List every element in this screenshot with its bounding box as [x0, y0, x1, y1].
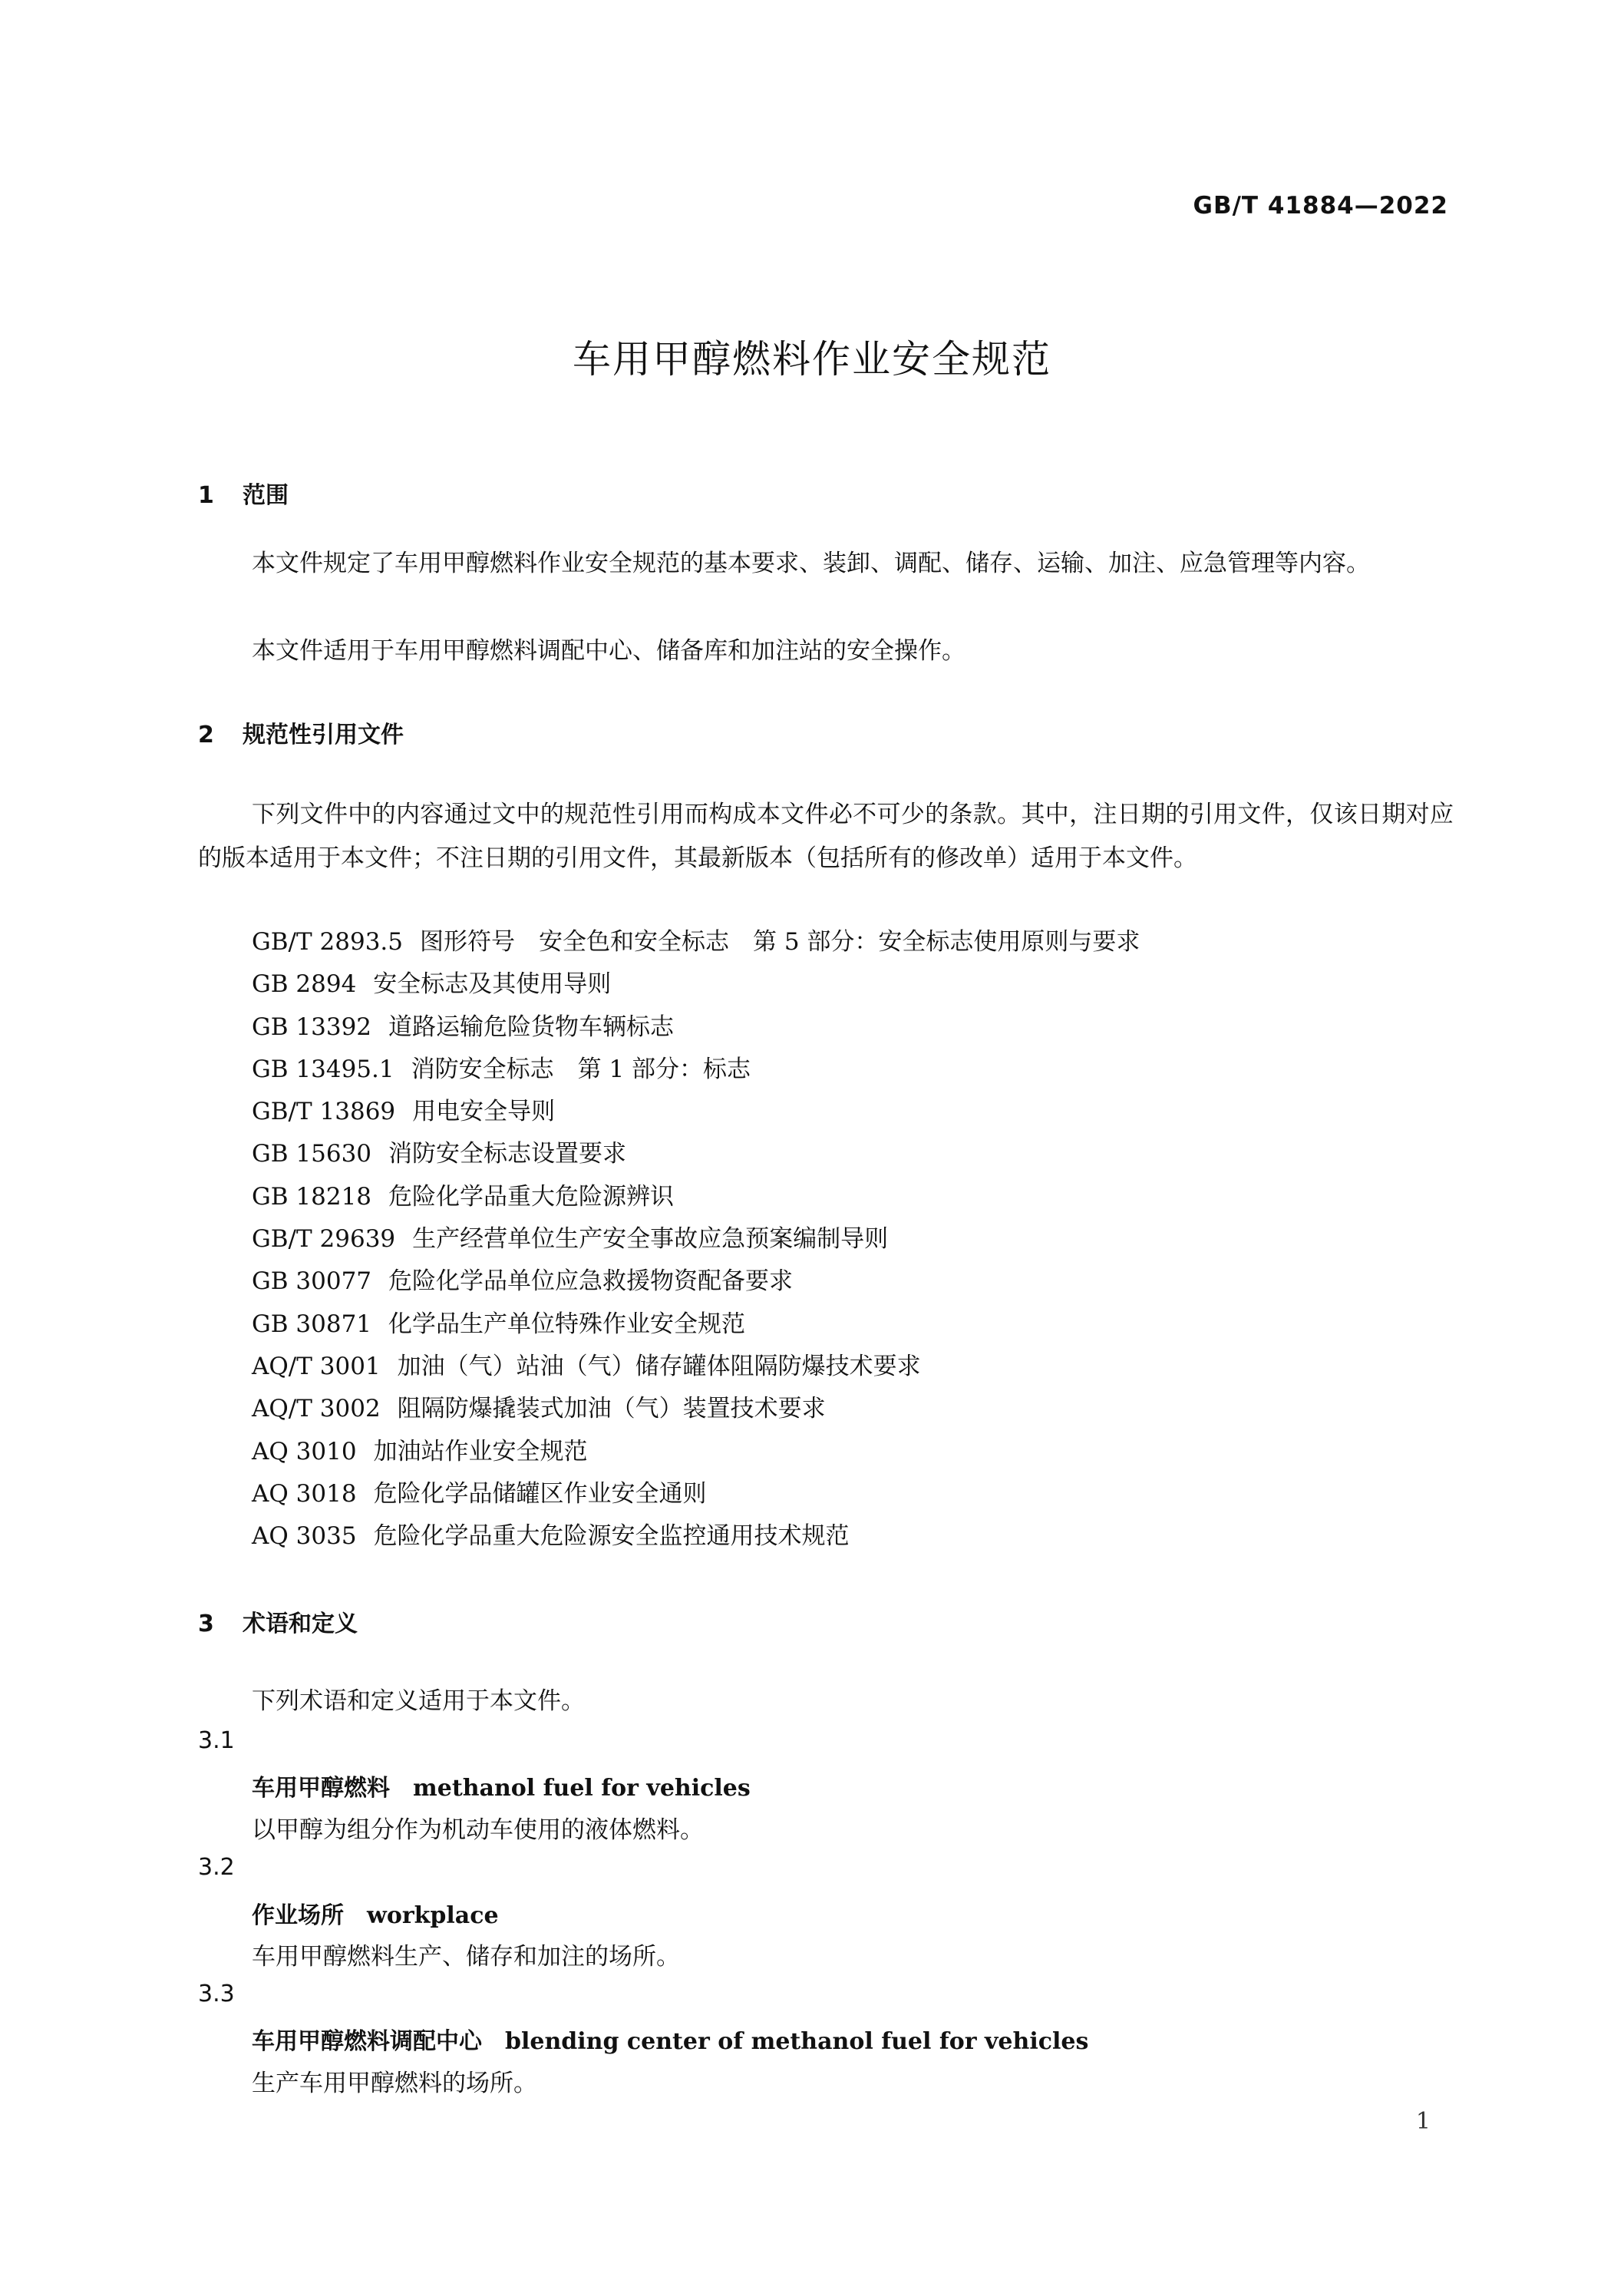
section-number: 1: [198, 482, 214, 509]
reference-item: [252, 1049, 1140, 1091]
scope-paragraph-2: 本文件适用于车用甲醇燃料调配中心、储备库和加注站的安全操作。: [252, 637, 965, 665]
term-heading: [252, 2022, 1088, 2056]
section-heading-scope: [198, 476, 289, 510]
term-definition: 生产车用甲醇燃料的场所。: [252, 2070, 537, 2097]
reference-item: [252, 1260, 1140, 1303]
reference-code: AQ 3018: [252, 1479, 357, 1508]
reference-title: 消防安全标志 第 1 部分：标志: [411, 1055, 751, 1083]
section-number: 3: [198, 1611, 214, 1637]
section-title: 规范性引用文件: [243, 722, 404, 748]
clause-number: 3.1: [198, 1727, 235, 1754]
reference-code: AQ 3035: [252, 1522, 357, 1551]
reference-code: AQ 3010: [252, 1437, 357, 1465]
clause-number: 3.2: [198, 1854, 235, 1881]
reference-code: GB 18218: [252, 1182, 372, 1211]
reference-code: GB 30871: [252, 1310, 372, 1338]
reference-item: [252, 1218, 1140, 1260]
reference-item: [252, 1133, 1140, 1175]
reference-code: GB/T 13869: [252, 1098, 396, 1126]
reference-title: 危险化学品单位应急救援物资配备要求: [388, 1267, 794, 1296]
reference-item: [252, 1091, 1140, 1133]
reference-code: GB 13392: [252, 1013, 372, 1041]
normative-references-intro: 下列文件中的内容通过文中的规范性引用而构成本文件必不可少的条款。其中，注日期的引用文件，仅该日期对应的版本适用于本文件；不注日期的引用文件，其最新版本（包括所有的修改单）适用于本文件。: [198, 801, 1454, 872]
reference-list: [252, 921, 1140, 1558]
reference-item: [252, 1515, 1140, 1558]
reference-code: AQ/T 3001: [252, 1352, 381, 1380]
term-en: blending center of methanol fuel for vehicles: [505, 2028, 1089, 2055]
reference-title: 消防安全标志设置要求: [388, 1140, 627, 1168]
reference-title: 生产经营单位生产安全事故应急预案编制导则: [412, 1225, 889, 1254]
reference-title: 阻隔防爆撬装式加油（气）装置技术要求: [397, 1395, 826, 1423]
reference-title: 危险化学品储罐区作业安全通则: [373, 1479, 707, 1508]
section-title: 范围: [243, 482, 289, 509]
reference-code: GB 30077: [252, 1267, 372, 1296]
term-en: workplace: [367, 1902, 499, 1929]
reference-code: GB 2894: [252, 970, 357, 999]
reference-title: 道路运输危险货物车辆标志: [388, 1013, 675, 1041]
reference-item: [252, 1303, 1140, 1346]
term-zh: 作业场所: [252, 1902, 344, 1929]
reference-item: [252, 1388, 1140, 1430]
scope-paragraph-1: 本文件规定了车用甲醇燃料作业安全规范的基本要求、装卸、调配、储存、运输、加注、应急管理等内容。: [252, 550, 1370, 577]
term-zh: 车用甲醇燃料: [252, 1775, 390, 1802]
reference-code: GB/T 2893.5: [252, 928, 403, 956]
term-en: methanol fuel for vehicles: [413, 1775, 751, 1802]
term-zh: 车用甲醇燃料调配中心: [252, 2028, 482, 2055]
term-definition: 车用甲醇燃料生产、储存和加注的场所。: [252, 1943, 680, 1971]
reference-item: [252, 963, 1140, 1006]
reference-code: GB/T 29639: [252, 1225, 396, 1254]
term-heading: [252, 1769, 751, 1802]
reference-item: [252, 1346, 1140, 1388]
terms-intro: 下列术语和定义适用于本文件。: [252, 1687, 585, 1715]
reference-code: GB 13495.1: [252, 1055, 394, 1083]
reference-item: [252, 1176, 1140, 1218]
reference-item: [252, 921, 1140, 963]
reference-title: 危险化学品重大危险源安全监控通用技术规范: [373, 1522, 850, 1551]
reference-title: 安全标志及其使用导则: [373, 970, 612, 999]
reference-title: 加油（气）站油（气）储存罐体阻隔防爆技术要求: [397, 1352, 921, 1380]
reference-code: GB 15630: [252, 1140, 372, 1168]
section-heading-terms: [198, 1604, 358, 1638]
reference-title: 图形符号 安全色和安全标志 第 5 部分：安全标志使用原则与要求: [420, 928, 1140, 956]
reference-code: AQ/T 3002: [252, 1395, 381, 1423]
document-title: 车用甲醇燃料作业安全规范: [573, 337, 1051, 382]
reference-title: 化学品生产单位特殊作业安全规范: [388, 1310, 746, 1338]
document-code: GB/T 41884—2022: [1193, 192, 1448, 220]
section-title: 术语和定义: [243, 1611, 358, 1637]
term-heading: [252, 1896, 499, 1930]
reference-item: [252, 1006, 1140, 1049]
reference-title: 危险化学品重大危险源辨识: [388, 1182, 675, 1211]
reference-item: [252, 1431, 1140, 1473]
page-number: 1: [1415, 2108, 1431, 2135]
section-number: 2: [198, 722, 214, 748]
term-definition: 以甲醇为组分作为机动车使用的液体燃料。: [252, 1816, 704, 1844]
clause-number: 3.3: [198, 1981, 235, 2007]
reference-title: 用电安全导则: [412, 1098, 556, 1126]
section-heading-normative-references: [198, 715, 404, 749]
reference-title: 加油站作业安全规范: [373, 1437, 588, 1465]
reference-item: [252, 1473, 1140, 1515]
